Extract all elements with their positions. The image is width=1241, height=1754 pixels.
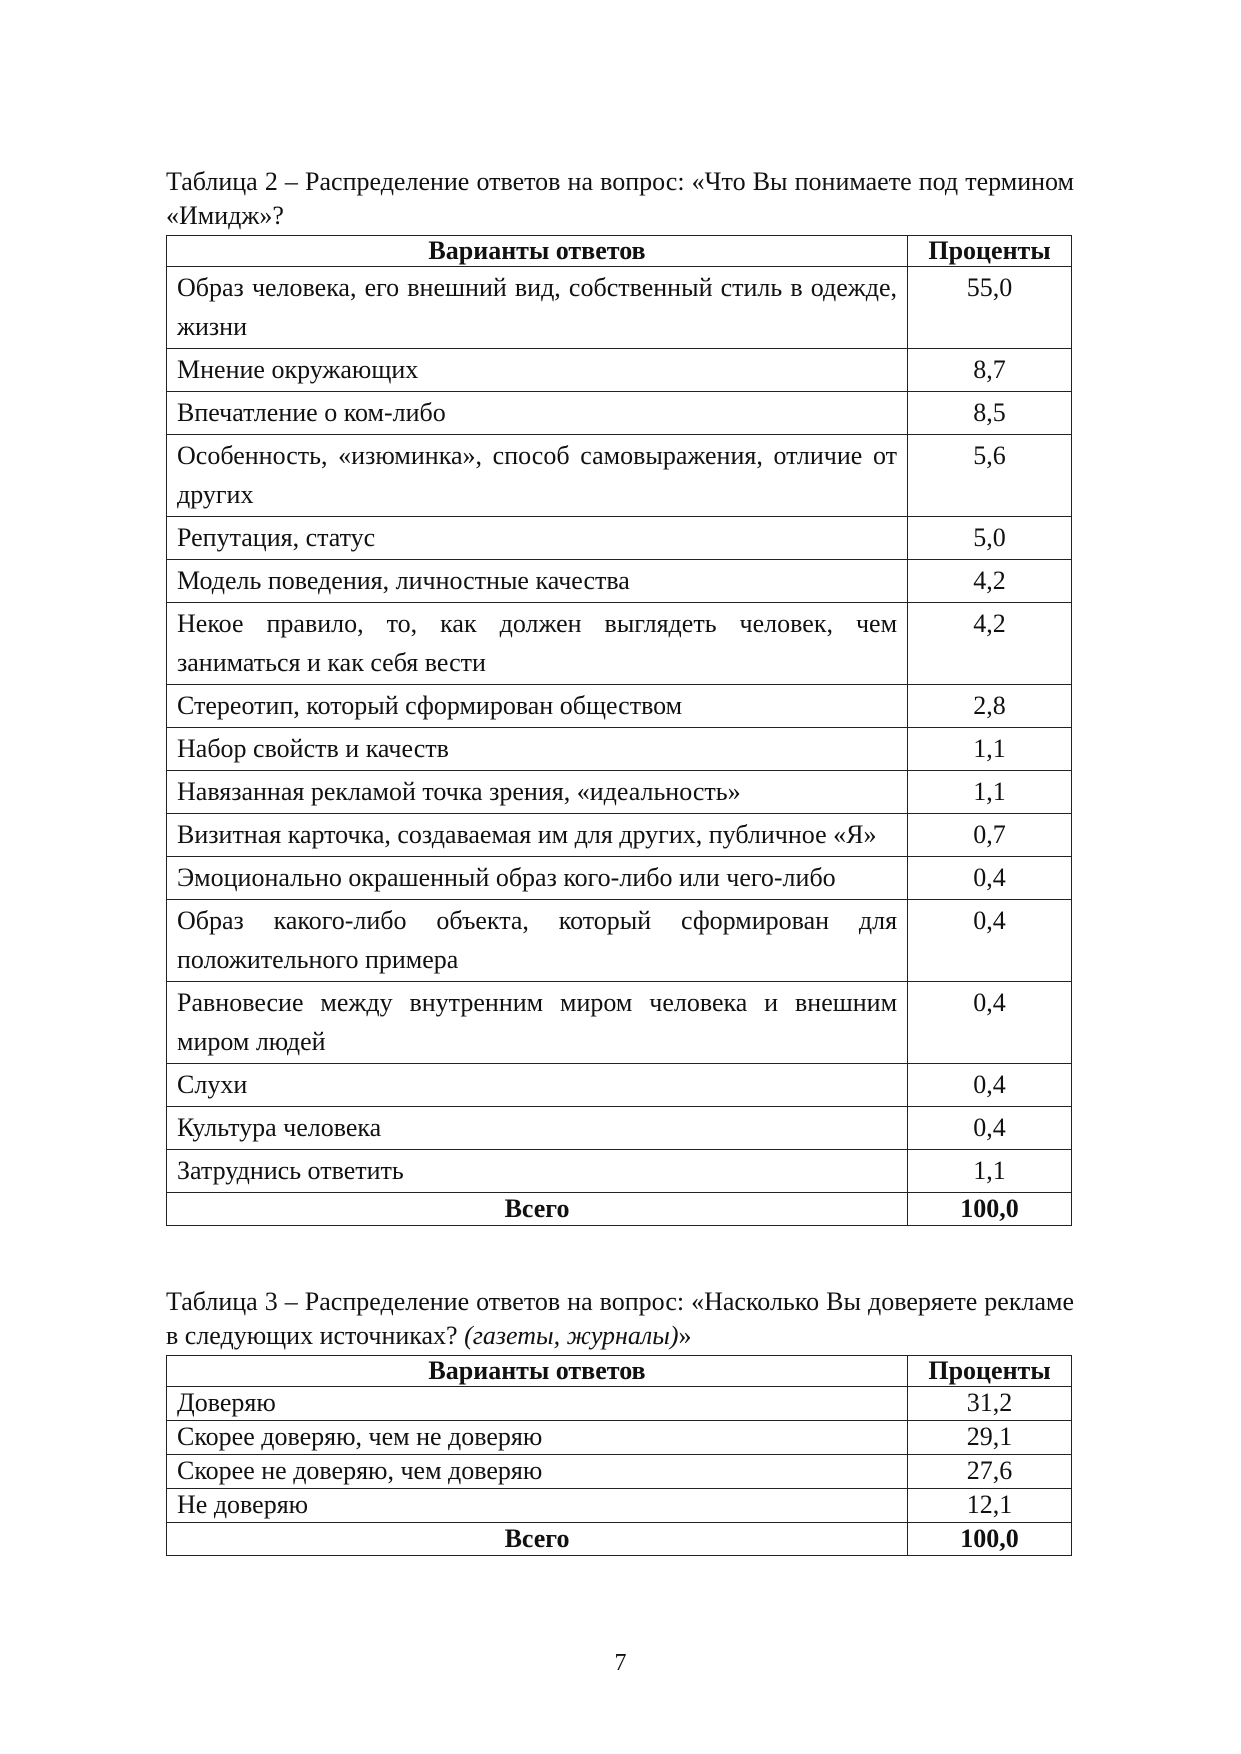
option-cell: Набор свойств и качеств [167, 728, 908, 771]
option-cell: Слухи [167, 1064, 908, 1107]
table-3 [166, 1355, 1072, 1556]
percent-cell: 55,0 [908, 267, 1072, 349]
table-3-caption-text: Таблица 3 – Распределение ответов на вопрос: «Насколько Вы доверяете рекламе в следующих источниках? [166, 1287, 1074, 1350]
percent-cell: 0,4 [908, 857, 1072, 900]
table-row [167, 267, 1072, 349]
table-row [167, 517, 1072, 560]
option-cell: Культура человека [167, 1107, 908, 1150]
option-cell: Равновесие между внутренним миром человека и внешним миром людей [167, 982, 908, 1064]
option-cell: Затруднись ответить [167, 1150, 908, 1193]
option-cell: Эмоционально окрашенный образ кого-либо или чего-либо [167, 857, 908, 900]
table-row [167, 685, 1072, 728]
option-cell: Скорее доверяю, чем не доверяю [167, 1421, 908, 1455]
table-3-caption-italic: (газеты, журналы) [464, 1321, 679, 1350]
table-3-caption [166, 1285, 1074, 1353]
percent-cell: 0,4 [908, 982, 1072, 1064]
percent-cell: 0,4 [908, 1107, 1072, 1150]
table-row [167, 1107, 1072, 1150]
option-cell: Образ человека, его внешний вид, собственный стиль в одежде, жизни [167, 267, 908, 349]
column-header-percent: Проценты [908, 1356, 1072, 1387]
percent-cell: 0,4 [908, 1064, 1072, 1107]
table-row [167, 349, 1072, 392]
option-cell: Не доверяю [167, 1489, 908, 1523]
option-cell: Визитная карточка, создаваемая им для других, публичное «Я» [167, 814, 908, 857]
table-3-caption-end: » [678, 1321, 692, 1350]
table-2-caption: Таблица 2 – Распределение ответов на вопрос: «Что Вы понимаете под термином «Имидж»? [166, 167, 1074, 230]
table-row [167, 392, 1072, 435]
option-cell: Особенность, «изюминка», способ самовыражения, отличие от других [167, 435, 908, 517]
percent-cell: 12,1 [908, 1489, 1072, 1523]
total-percent: 100,0 [908, 1523, 1072, 1556]
table-2 [166, 235, 1072, 1226]
total-row [167, 1523, 1072, 1556]
percent-cell: 1,1 [908, 771, 1072, 814]
option-cell: Доверяю [167, 1387, 908, 1421]
table-row [167, 1455, 1072, 1489]
table-row [167, 560, 1072, 603]
option-cell: Скорее не доверяю, чем доверяю [167, 1455, 908, 1489]
table-row [167, 900, 1072, 982]
percent-cell: 8,5 [908, 392, 1072, 435]
total-label: Всего [167, 1523, 908, 1556]
total-percent: 100,0 [908, 1193, 1072, 1226]
total-label: Всего [167, 1193, 908, 1226]
percent-cell: 5,6 [908, 435, 1072, 517]
table-row [167, 1421, 1072, 1455]
percent-cell: 8,7 [908, 349, 1072, 392]
percent-cell: 1,1 [908, 1150, 1072, 1193]
table-header-row [167, 1356, 1072, 1387]
percent-cell: 4,2 [908, 560, 1072, 603]
table-row [167, 1387, 1072, 1421]
table-row [167, 603, 1072, 685]
option-cell: Некое правило, то, как должен выглядеть человек, чем заниматься и как себя вести [167, 603, 908, 685]
percent-cell: 29,1 [908, 1421, 1072, 1455]
page-number: 7 [614, 1650, 627, 1676]
table-row [167, 728, 1072, 771]
percent-cell: 1,1 [908, 728, 1072, 771]
option-cell: Мнение окружающих [167, 349, 908, 392]
table-row [167, 1150, 1072, 1193]
option-cell: Образ какого-либо объекта, который сформирован для положительного примера [167, 900, 908, 982]
table-row [167, 435, 1072, 517]
table-row [167, 1064, 1072, 1107]
percent-cell: 0,4 [908, 900, 1072, 982]
table-row [167, 814, 1072, 857]
option-cell: Навязанная рекламой точка зрения, «идеальность» [167, 771, 908, 814]
column-header-percent: Проценты [908, 236, 1072, 267]
table-header-row [167, 236, 1072, 267]
option-cell: Модель поведения, личностные качества [167, 560, 908, 603]
percent-cell: 5,0 [908, 517, 1072, 560]
table-row [167, 857, 1072, 900]
percent-cell: 4,2 [908, 603, 1072, 685]
table-row [167, 771, 1072, 814]
percent-cell: 2,8 [908, 685, 1072, 728]
option-cell: Стереотип, который сформирован обществом [167, 685, 908, 728]
option-cell: Репутация, статус [167, 517, 908, 560]
column-header-options: Варианты ответов [167, 236, 908, 267]
percent-cell: 27,6 [908, 1455, 1072, 1489]
percent-cell: 0,7 [908, 814, 1072, 857]
percent-cell: 31,2 [908, 1387, 1072, 1421]
total-row [167, 1193, 1072, 1226]
table-row [167, 1489, 1072, 1523]
column-header-options: Варианты ответов [167, 1356, 908, 1387]
table-row [167, 982, 1072, 1064]
option-cell: Впечатление о ком-либо [167, 392, 908, 435]
